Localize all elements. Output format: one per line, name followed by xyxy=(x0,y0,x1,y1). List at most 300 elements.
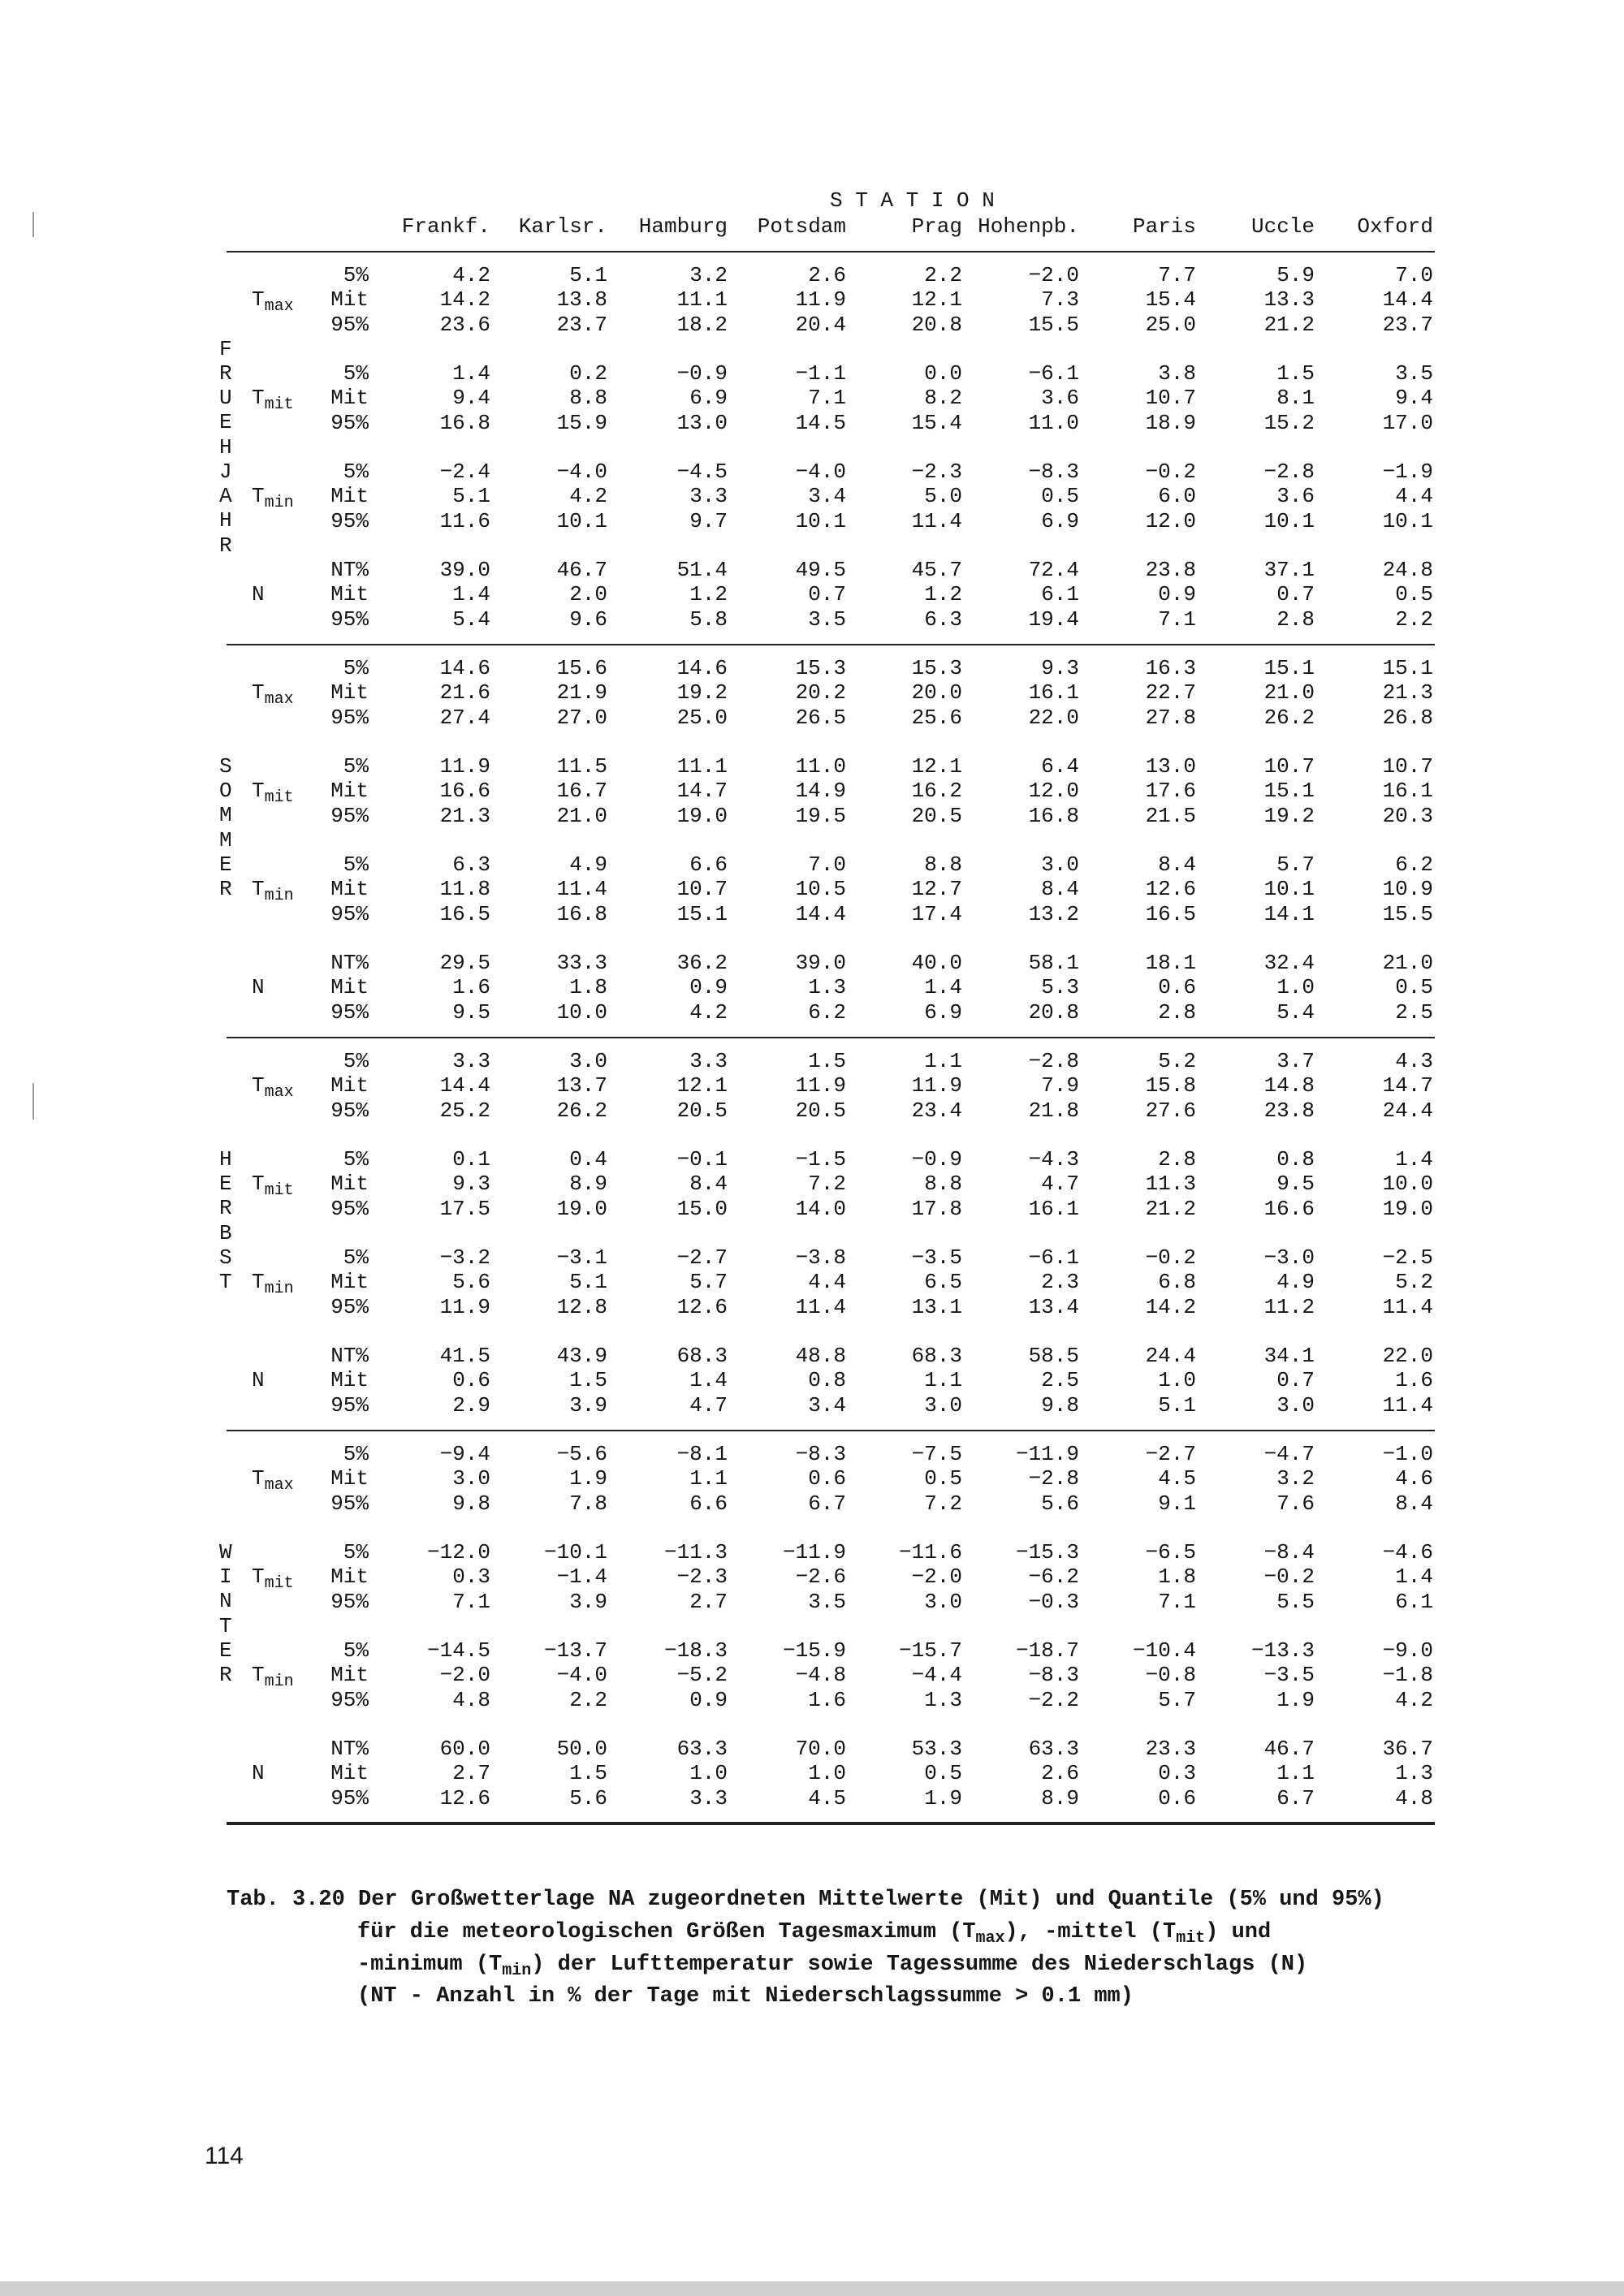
station-header: Potsdam xyxy=(757,214,846,239)
table-cell: 7.9 xyxy=(1041,1073,1079,1098)
table-cell: 5.7 xyxy=(1276,852,1315,877)
variable-symbol: T xyxy=(252,1564,265,1590)
table-cell: 5.7 xyxy=(689,1270,728,1295)
table-cell: 10.7 xyxy=(1382,754,1433,779)
caption-text: -minimum (T xyxy=(357,1953,503,1977)
table-cell: 7.0 xyxy=(808,852,846,877)
table-cell: 8.2 xyxy=(924,386,962,411)
table-cell: −11.9 xyxy=(1015,1442,1079,1466)
table-cell: 1.4 xyxy=(689,1368,728,1393)
table-cell: 13.1 xyxy=(911,1294,962,1319)
table-cell: 29.5 xyxy=(439,951,490,975)
table-cell: 3.7 xyxy=(1276,1049,1315,1073)
table-cell: 0.5 xyxy=(1395,582,1433,607)
variable-label xyxy=(252,1761,265,1785)
table-cell: 16.1 xyxy=(1028,680,1079,706)
variable-label xyxy=(252,1172,294,1201)
table-cell: −3.5 xyxy=(1263,1663,1315,1688)
statistic-label: 5% xyxy=(343,1442,369,1466)
table-cell: −8.3 xyxy=(795,1442,846,1466)
table-cell: 4.5 xyxy=(808,1785,846,1810)
table-cell: −2.6 xyxy=(795,1564,846,1590)
table-cell: 16.8 xyxy=(556,901,607,926)
table-cell: −3.8 xyxy=(795,1245,846,1270)
variable-label xyxy=(252,582,265,606)
table-cell: 7.6 xyxy=(1276,1491,1315,1516)
table-cell: 1.8 xyxy=(1158,1564,1196,1590)
table-cell: 6.9 xyxy=(1041,508,1079,533)
table-cell: 1.5 xyxy=(569,1368,607,1393)
table-cell: −0.2 xyxy=(1145,1245,1196,1270)
table-cell: 15.1 xyxy=(1263,656,1315,680)
table-cell: 23.4 xyxy=(911,1098,962,1123)
table-cell: 3.9 xyxy=(569,1392,607,1418)
table-cell: −0.2 xyxy=(1263,1564,1315,1590)
table-cell: 3.8 xyxy=(1158,361,1196,386)
statistic-label: 95% xyxy=(330,1589,369,1614)
table-cell: 39.0 xyxy=(439,558,490,582)
table-cell: 33.3 xyxy=(556,951,607,975)
table-cell: 14.2 xyxy=(1145,1294,1196,1319)
table-cell: −15.9 xyxy=(782,1638,846,1663)
table-cell: 0.5 xyxy=(924,1761,962,1786)
table-cell: 12.8 xyxy=(556,1294,607,1319)
table-cell: 3.3 xyxy=(689,1049,728,1073)
table-cell: 7.1 xyxy=(452,1589,490,1614)
season-label: HERBST xyxy=(219,1146,232,1295)
table-cell: −3.2 xyxy=(439,1245,490,1270)
table-cell: 58.1 xyxy=(1028,951,1079,975)
station-header: Paris xyxy=(1132,214,1196,239)
table-cell: 1.0 xyxy=(1276,975,1315,1000)
table-cell: 11.4 xyxy=(556,877,607,902)
table-cell: 3.4 xyxy=(808,1392,846,1418)
table-cell: 17.8 xyxy=(911,1196,962,1221)
table-cell: 1.9 xyxy=(1276,1687,1315,1712)
table-cell: 1.6 xyxy=(808,1687,846,1712)
table-cell: 11.4 xyxy=(1382,1392,1433,1418)
station-header: Uccle xyxy=(1250,214,1315,239)
table-cell: 16.5 xyxy=(1145,901,1196,926)
table-cell: 0.9 xyxy=(689,1687,728,1712)
table-cell: 7.3 xyxy=(1041,287,1079,313)
table-cell: 3.2 xyxy=(1276,1466,1315,1491)
table-cell: −2.5 xyxy=(1382,1245,1433,1270)
table-cell: 1.5 xyxy=(569,1761,607,1786)
table-cell: −18.7 xyxy=(1015,1638,1079,1663)
table-cell: −13.7 xyxy=(543,1638,607,1663)
statistic-label: 5% xyxy=(343,1049,369,1073)
table-cell: 10.1 xyxy=(795,508,846,533)
table-cell: 3.3 xyxy=(689,484,728,509)
table-cell: 14.9 xyxy=(795,779,846,804)
table-cell: 4.2 xyxy=(452,263,490,287)
table-cell: 7.2 xyxy=(924,1491,962,1516)
table-cell: 5.0 xyxy=(924,484,962,509)
table-cell: 21.2 xyxy=(1263,312,1315,337)
table-cell: 0.9 xyxy=(689,975,728,1000)
statistic-label: 95% xyxy=(330,901,369,926)
table-cell: −8.1 xyxy=(676,1442,728,1466)
variable-label xyxy=(252,1564,294,1594)
variable-symbol: T xyxy=(252,1073,265,1098)
table-cell: −13.3 xyxy=(1250,1638,1315,1663)
table-cell: 2.2 xyxy=(924,263,962,287)
variable-symbol: N xyxy=(252,582,265,607)
table-cell: 0.2 xyxy=(569,361,607,386)
caption-text: für die meteorologischen Größen Tagesmaximum (T xyxy=(357,1920,976,1944)
table-cell: −9.4 xyxy=(439,1442,490,1466)
table-cell: 15.5 xyxy=(1028,312,1079,337)
table-cell: 40.0 xyxy=(911,951,962,975)
table-cell: 14.7 xyxy=(1382,1073,1433,1098)
table-cell: 26.8 xyxy=(1382,705,1433,730)
table-cell: 3.0 xyxy=(569,1049,607,1073)
table-cell: 19.0 xyxy=(556,1196,607,1221)
table-cell: 0.7 xyxy=(1276,582,1315,607)
table-cell: −2.0 xyxy=(1028,263,1079,287)
table-cell: 17.6 xyxy=(1145,779,1196,804)
table-cell: 1.1 xyxy=(924,1049,962,1073)
table-cell: 11.8 xyxy=(439,877,490,902)
table-cell: 10.1 xyxy=(556,508,607,533)
table-cell: −1.1 xyxy=(795,361,846,386)
table-cell: 21.2 xyxy=(1145,1196,1196,1221)
table-cell: 13.0 xyxy=(676,410,728,435)
table-cell: 7.7 xyxy=(1158,263,1196,287)
table-cell: 6.1 xyxy=(1395,1589,1433,1614)
table-cell: 63.3 xyxy=(1028,1737,1079,1761)
table-cell: 11.4 xyxy=(795,1294,846,1319)
statistic-label: 5% xyxy=(343,656,369,680)
table-cell: 68.3 xyxy=(676,1344,728,1368)
caption-line xyxy=(357,1982,1134,2011)
table-cell: 2.8 xyxy=(1276,606,1315,632)
table-cell: 46.7 xyxy=(556,558,607,582)
table-cell: 0.7 xyxy=(1276,1368,1315,1393)
statistic-label: 5% xyxy=(343,1147,369,1172)
table-cell: 9.3 xyxy=(1041,656,1079,680)
table-cell: 2.6 xyxy=(808,263,846,287)
table-cell: 21.0 xyxy=(556,803,607,828)
scan-mark xyxy=(32,1083,34,1120)
variable-subscript: max xyxy=(264,1083,294,1103)
table-cell: 26.2 xyxy=(556,1098,607,1123)
statistic-label: NT% xyxy=(330,558,369,582)
table-cell: 1.4 xyxy=(1395,1147,1433,1172)
variable-subscript: min xyxy=(264,1280,294,1299)
table-cell: 9.6 xyxy=(569,606,607,632)
table-cell: −1.0 xyxy=(1382,1442,1433,1466)
table-cell: 24.8 xyxy=(1382,558,1433,582)
statistic-label: Mit xyxy=(330,1073,369,1098)
table-cell: 3.2 xyxy=(689,263,728,287)
table-cell: −4.0 xyxy=(795,460,846,484)
table-cell: 1.1 xyxy=(1276,1761,1315,1786)
table-cell: 11.4 xyxy=(911,508,962,533)
table-cell: 15.1 xyxy=(676,901,728,926)
table-cell: 2.6 xyxy=(1041,1761,1079,1786)
variable-symbol: T xyxy=(252,779,265,804)
table-cell: −2.8 xyxy=(1028,1466,1079,1491)
table-cell: 8.4 xyxy=(689,1172,728,1197)
table-cell: 1.4 xyxy=(1395,1564,1433,1590)
table-cell: 8.8 xyxy=(569,386,607,411)
table-cell: 9.7 xyxy=(689,508,728,533)
table-cell: −6.1 xyxy=(1028,361,1079,386)
table-cell: 8.8 xyxy=(924,1172,962,1197)
table-cell: 20.5 xyxy=(911,803,962,828)
table-cell: 4.4 xyxy=(808,1270,846,1295)
table-cell: 16.1 xyxy=(1028,1196,1079,1221)
table-cell: 5.8 xyxy=(689,606,728,632)
variable-label xyxy=(252,779,294,808)
table-cell: −0.3 xyxy=(1028,1589,1079,1614)
table-cell: 11.4 xyxy=(1382,1294,1433,1319)
table-cell: 14.0 xyxy=(795,1196,846,1221)
table-cell: 4.5 xyxy=(1158,1466,1196,1491)
table-cell: 1.2 xyxy=(924,582,962,607)
table-cell: 12.0 xyxy=(1028,779,1079,804)
table-cell: 22.0 xyxy=(1382,1344,1433,1368)
table-cell: 4.7 xyxy=(689,1392,728,1418)
table-cell: −2.2 xyxy=(1028,1687,1079,1712)
table-cell: 0.5 xyxy=(1041,484,1079,509)
table-cell: 27.6 xyxy=(1145,1098,1196,1123)
table-cell: 6.9 xyxy=(924,999,962,1025)
table-cell: 10.1 xyxy=(1263,508,1315,533)
table-cell: 25.0 xyxy=(676,705,728,730)
table-rule xyxy=(227,251,1435,252)
table-cell: 1.1 xyxy=(689,1466,728,1491)
table-cell: 1.4 xyxy=(452,361,490,386)
variable-label xyxy=(252,1368,265,1392)
table-cell: 0.8 xyxy=(808,1368,846,1393)
table-cell: 6.3 xyxy=(924,606,962,632)
statistic-label: 5% xyxy=(343,852,369,877)
table-cell: 8.1 xyxy=(1276,386,1315,411)
table-cell: −0.2 xyxy=(1145,460,1196,484)
table-cell: 51.4 xyxy=(676,558,728,582)
table-cell: 19.2 xyxy=(676,680,728,706)
table-cell: 20.8 xyxy=(911,312,962,337)
statistic-label: Mit xyxy=(330,1663,369,1688)
table-cell: 36.2 xyxy=(676,951,728,975)
table-cell: 18.2 xyxy=(676,312,728,337)
table-cell: 6.4 xyxy=(1041,754,1079,779)
variable-subscript: mit xyxy=(264,1181,294,1201)
table-cell: −8.3 xyxy=(1028,1663,1079,1688)
table-cell: 13.0 xyxy=(1145,754,1196,779)
table-cell: 25.2 xyxy=(439,1098,490,1123)
variable-symbol: T xyxy=(252,386,265,411)
statistic-label: Mit xyxy=(330,1761,369,1786)
table-cell: 14.4 xyxy=(795,901,846,926)
table-cell: 11.9 xyxy=(795,1073,846,1098)
table-cell: 1.0 xyxy=(1158,1368,1196,1393)
statistic-label: 5% xyxy=(343,1638,369,1663)
table-cell: 7.1 xyxy=(808,386,846,411)
statistic-label: 95% xyxy=(330,1392,369,1418)
table-cell: 58.5 xyxy=(1028,1344,1079,1368)
table-cell: 21.6 xyxy=(439,680,490,706)
table-cell: 18.9 xyxy=(1145,410,1196,435)
table-cell: −2.0 xyxy=(911,1564,962,1590)
table-cell: 26.5 xyxy=(795,705,846,730)
caption-subscript: mit xyxy=(1176,1929,1206,1948)
table-cell: 20.4 xyxy=(795,312,846,337)
table-cell: 12.6 xyxy=(1145,877,1196,902)
table-cell: 6.2 xyxy=(1395,852,1433,877)
table-cell: 13.4 xyxy=(1028,1294,1079,1319)
table-cell: 13.2 xyxy=(1028,901,1079,926)
table-cell: 7.2 xyxy=(808,1172,846,1197)
table-cell: 36.7 xyxy=(1382,1737,1433,1761)
table-cell: 0.3 xyxy=(1158,1761,1196,1786)
table-cell: 1.0 xyxy=(808,1761,846,1786)
table-cell: 9.1 xyxy=(1158,1491,1196,1516)
table-cell: 19.5 xyxy=(795,803,846,828)
table-cell: 16.5 xyxy=(439,901,490,926)
table-cell: 2.5 xyxy=(1395,999,1433,1025)
table-cell: 6.7 xyxy=(1276,1785,1315,1810)
table-cell: 0.3 xyxy=(452,1564,490,1590)
table-cell: 6.7 xyxy=(808,1491,846,1516)
table-cell: 0.6 xyxy=(1158,1785,1196,1810)
station-header: Hamburg xyxy=(638,214,728,239)
table-cell: 25.6 xyxy=(911,705,962,730)
table-cell: 1.2 xyxy=(689,582,728,607)
table-cell: −0.9 xyxy=(676,361,728,386)
table-cell: −2.4 xyxy=(439,460,490,484)
table-cell: −2.7 xyxy=(1145,1442,1196,1466)
table-cell: 1.9 xyxy=(924,1785,962,1810)
table-cell: 12.7 xyxy=(911,877,962,902)
table-cell: −2.3 xyxy=(676,1564,728,1590)
table-cell: 0.1 xyxy=(452,1147,490,1172)
statistic-label: Mit xyxy=(330,1368,369,1393)
variable-label xyxy=(252,1270,294,1299)
statistic-label: NT% xyxy=(330,951,369,975)
table-cell: 11.0 xyxy=(1028,410,1079,435)
table-cell: 24.4 xyxy=(1145,1344,1196,1368)
table-cell: 11.3 xyxy=(1145,1172,1196,1197)
table-cell: 1.4 xyxy=(924,975,962,1000)
table-cell: 10.7 xyxy=(1263,754,1315,779)
statistic-label: 95% xyxy=(330,999,369,1025)
variable-subscript: mit xyxy=(264,395,294,415)
table-cell: 5.4 xyxy=(1276,999,1315,1025)
variable-subscript: mit xyxy=(264,788,294,808)
table-cell: −4.0 xyxy=(556,1663,607,1688)
table-cell: 11.1 xyxy=(676,754,728,779)
table-cell: 1.5 xyxy=(808,1049,846,1073)
table-cell: 15.8 xyxy=(1145,1073,1196,1098)
table-cell: 15.3 xyxy=(795,656,846,680)
table-cell: 8.4 xyxy=(1158,852,1196,877)
table-cell: −4.5 xyxy=(676,460,728,484)
table-cell: −15.7 xyxy=(898,1638,962,1663)
table-cell: 3.0 xyxy=(1041,852,1079,877)
table-cell: 8.4 xyxy=(1041,877,1079,902)
table-cell: 1.3 xyxy=(1395,1761,1433,1786)
statistic-label: Mit xyxy=(330,680,369,706)
table-cell: 10.7 xyxy=(676,877,728,902)
table-cell: 15.4 xyxy=(1145,287,1196,313)
table-cell: 2.2 xyxy=(1395,606,1433,632)
table-cell: 9.4 xyxy=(1395,386,1433,411)
statistic-label: 95% xyxy=(330,1294,369,1319)
table-cell: −4.4 xyxy=(911,1663,962,1688)
table-cell: 0.0 xyxy=(924,361,962,386)
statistic-label: 95% xyxy=(330,508,369,533)
table-cell: 8.8 xyxy=(924,852,962,877)
table-cell: −6.5 xyxy=(1145,1540,1196,1564)
statistic-label: 95% xyxy=(330,410,369,435)
table-cell: 50.0 xyxy=(556,1737,607,1761)
statistic-label: 5% xyxy=(343,1245,369,1270)
table-cell: 14.6 xyxy=(439,656,490,680)
table-cell: 15.3 xyxy=(911,656,962,680)
table-cell: 11.9 xyxy=(439,754,490,779)
table-cell: 4.9 xyxy=(569,852,607,877)
season-label: FRUEHJAHR xyxy=(219,336,232,558)
table-cell: 15.6 xyxy=(556,656,607,680)
table-cell: 12.0 xyxy=(1145,508,1196,533)
table-cell: 1.3 xyxy=(808,975,846,1000)
table-cell: 45.7 xyxy=(911,558,962,582)
statistic-label: Mit xyxy=(330,287,369,313)
variable-symbol: T xyxy=(252,1270,265,1295)
table-cell: 15.1 xyxy=(1382,656,1433,680)
table-cell: 6.2 xyxy=(808,999,846,1025)
table-cell: 3.0 xyxy=(924,1392,962,1418)
table-cell: 1.6 xyxy=(452,975,490,1000)
table-cell: 10.1 xyxy=(1382,508,1433,533)
table-cell: 9.8 xyxy=(1041,1392,1079,1418)
table-cell: 7.0 xyxy=(1395,263,1433,287)
table-cell: 4.2 xyxy=(569,484,607,509)
table-cell: 2.3 xyxy=(1041,1270,1079,1295)
table-cell: 21.5 xyxy=(1145,803,1196,828)
caption-line xyxy=(357,1950,1307,1979)
table-cell: 0.6 xyxy=(1158,975,1196,1000)
table-cell: 6.6 xyxy=(689,1491,728,1516)
table-cell: −2.8 xyxy=(1263,460,1315,484)
table-cell: 11.9 xyxy=(911,1073,962,1098)
table-cell: 4.3 xyxy=(1395,1049,1433,1073)
scan-edge xyxy=(0,2281,1624,2296)
statistic-label: 5% xyxy=(343,1540,369,1564)
table-cell: 16.8 xyxy=(439,410,490,435)
table-cell: 0.8 xyxy=(1276,1147,1315,1172)
variable-subscript: min xyxy=(264,887,294,906)
table-cell: 19.2 xyxy=(1263,803,1315,828)
variable-label xyxy=(252,877,294,906)
table-cell: 10.0 xyxy=(556,999,607,1025)
table-cell: 3.6 xyxy=(1276,484,1315,509)
table-cell: 15.1 xyxy=(1263,779,1315,804)
table-cell: 16.7 xyxy=(556,779,607,804)
statistic-label: 95% xyxy=(330,312,369,337)
table-cell: −4.3 xyxy=(1028,1147,1079,1172)
table-cell: −5.6 xyxy=(556,1442,607,1466)
table-cell: 7.1 xyxy=(1158,1589,1196,1614)
table-cell: −3.1 xyxy=(556,1245,607,1270)
table-rule xyxy=(227,1037,1435,1038)
table-cell: 4.7 xyxy=(1041,1172,1079,1197)
table-cell: 70.0 xyxy=(795,1737,846,1761)
